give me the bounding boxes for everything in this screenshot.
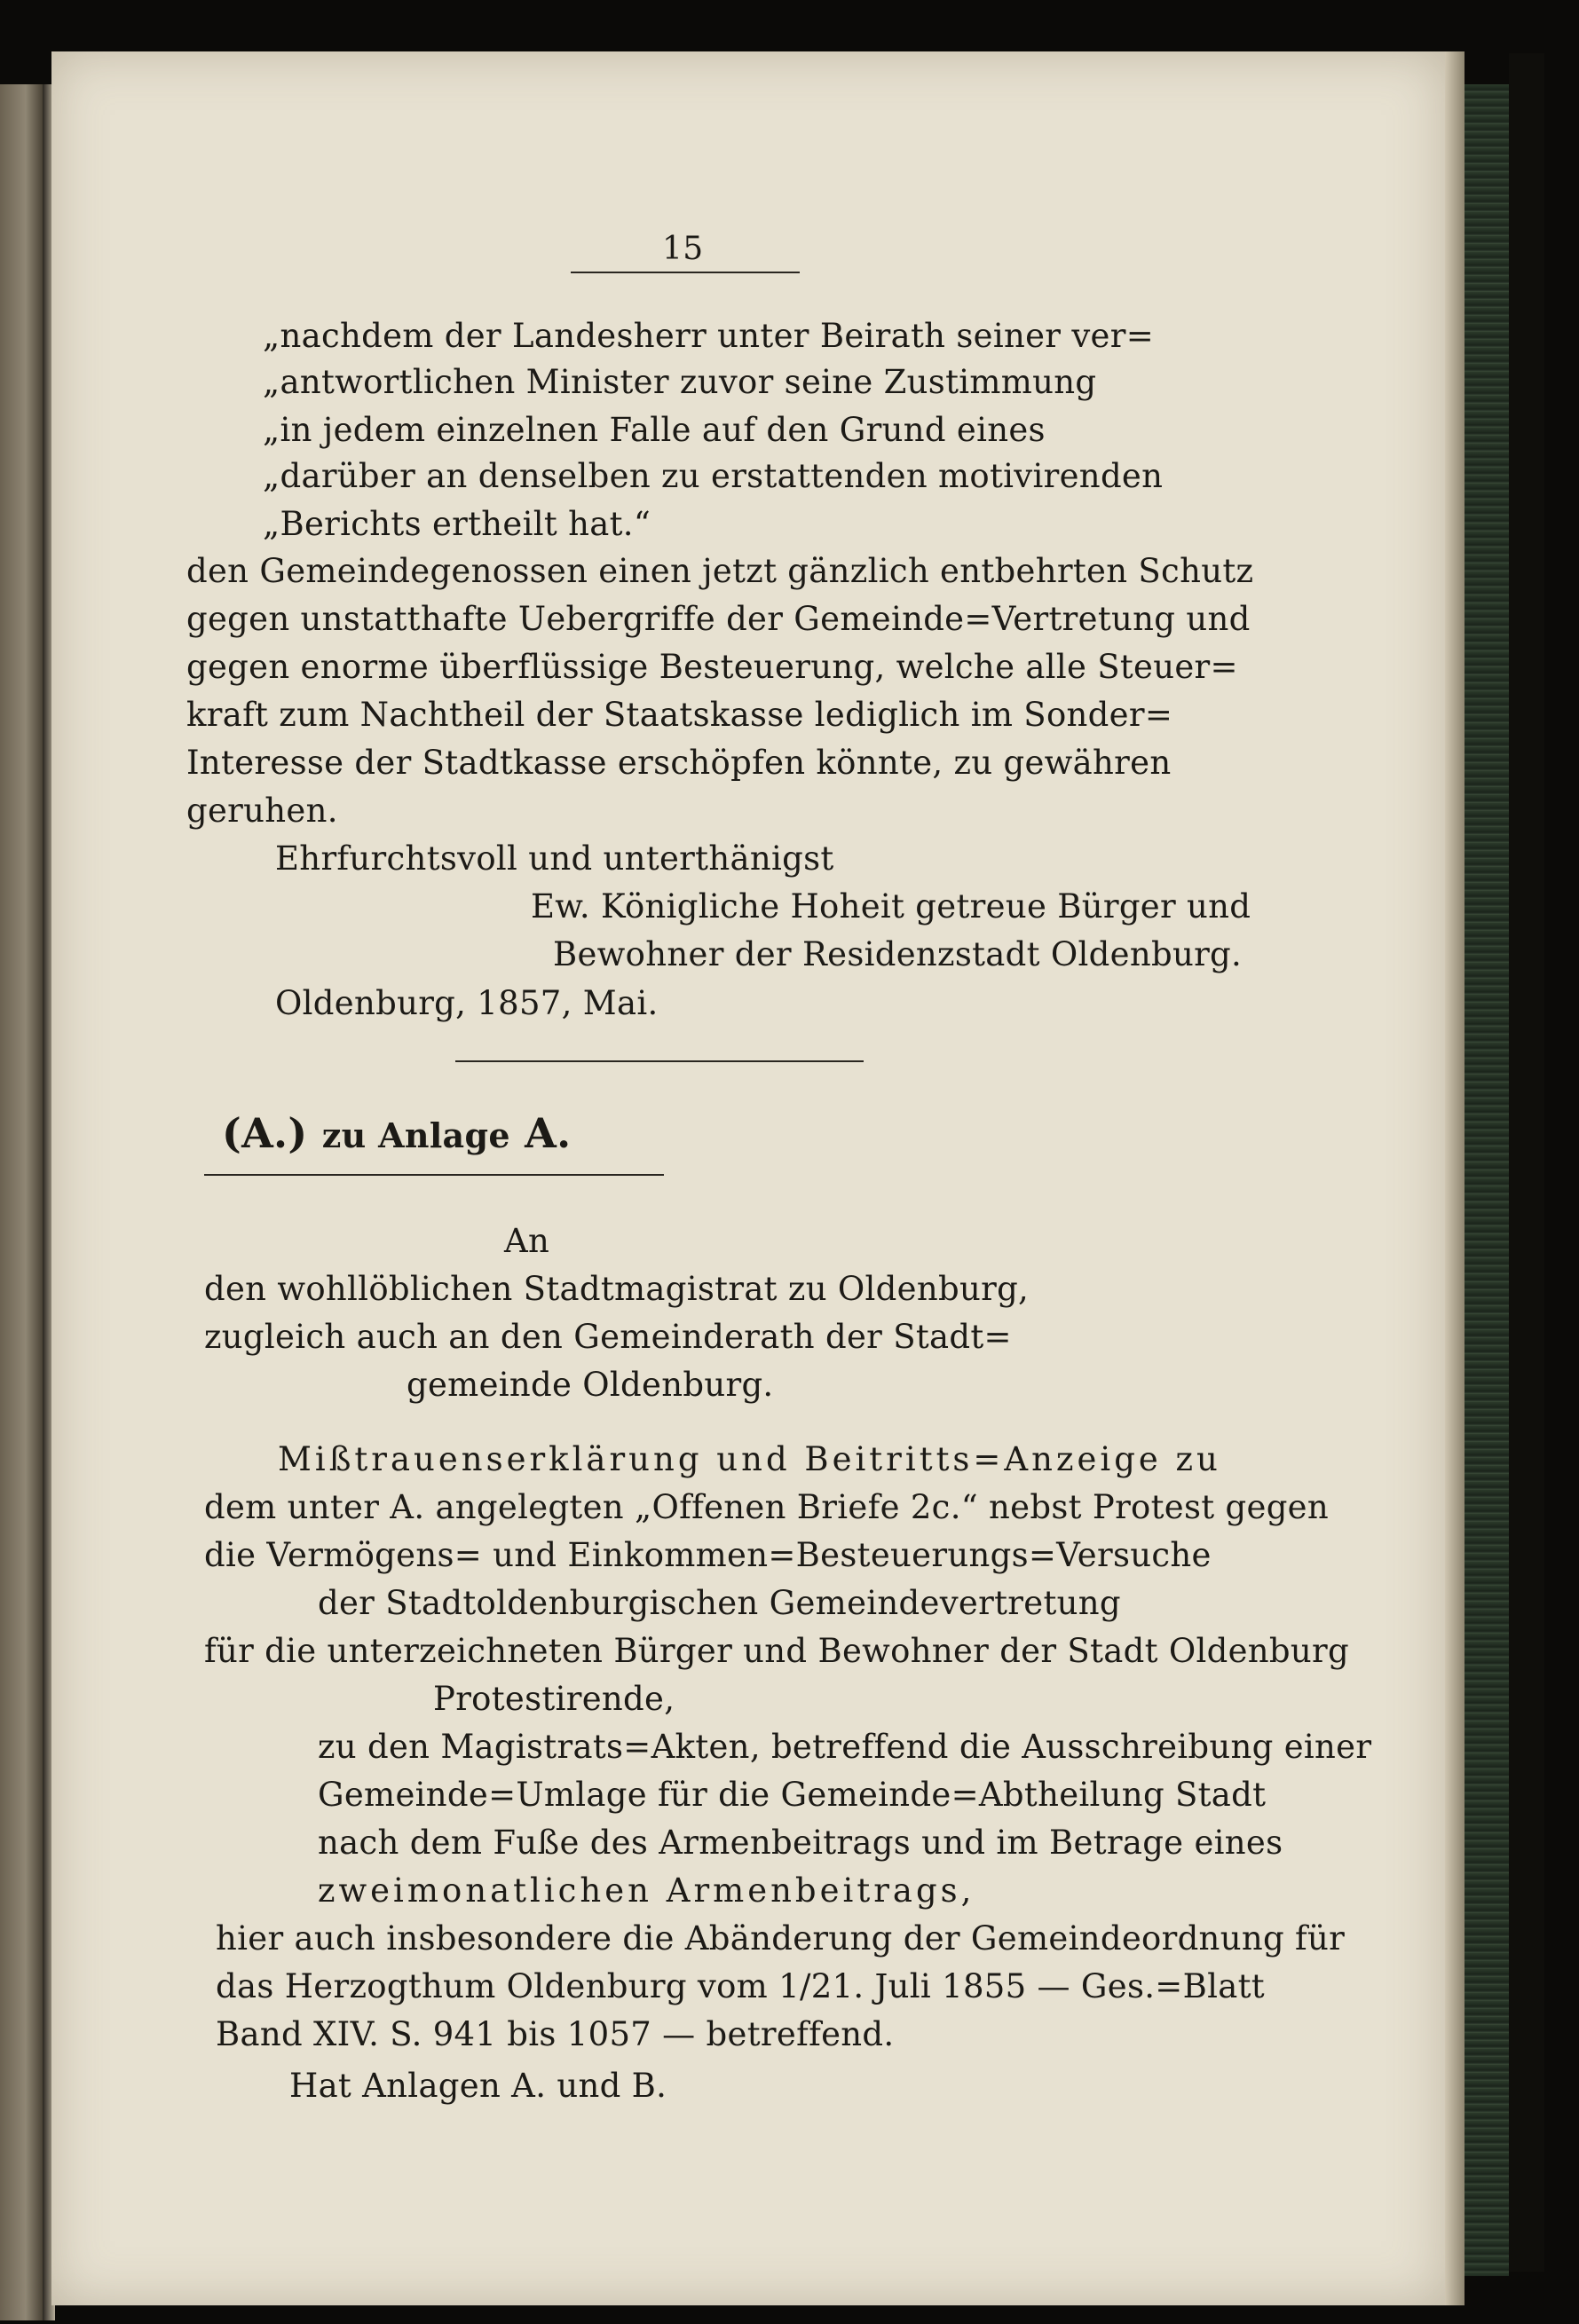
quote-line: „darüber an denselben zu erstattenden motivirenden xyxy=(263,457,1164,495)
quote-line: „nachdem der Landesherr unter Beirath seiner ver= xyxy=(263,317,1155,355)
date-line: Oldenburg, 1857, Mai. xyxy=(275,984,659,1022)
address-line: den wohllöblichen Stadtmagistrat zu Oldenburg, xyxy=(204,1270,1030,1308)
section-heading-suffix: A. xyxy=(525,1109,572,1157)
title-line: das Herzogthum Oldenburg vom 1/21. Juli 1855 — Ges.=Blatt xyxy=(216,1967,1265,2005)
page-fore-edge xyxy=(1445,51,1465,2305)
section-divider xyxy=(455,1060,864,1062)
book-page xyxy=(51,51,1445,2305)
title-line: Mißtrauenserklärung und Beitritts=Anzeige zu xyxy=(278,1440,1221,1478)
signature-line: Ew. Königliche Hoheit getreue Bürger und xyxy=(531,887,1251,926)
body-line: geruhen. xyxy=(186,792,338,830)
section-heading-prefix: (A.) xyxy=(222,1109,308,1157)
signature-line: Bewohner der Residenzstadt Oldenburg. xyxy=(553,935,1243,973)
title-line: hier auch insbesondere die Abänderung der Gemeindeordnung für xyxy=(216,1919,1346,1958)
title-line: zweimonatlichen Armenbeitrags, xyxy=(318,1871,975,1910)
quote-line: „antwortlichen Minister zuvor seine Zustimmung xyxy=(263,363,1097,401)
facing-page-edge xyxy=(0,84,43,2320)
page-number: 15 xyxy=(662,231,704,267)
body-line: gegen unstatthafte Uebergriffe der Gemeinde=Vertretung und xyxy=(186,600,1251,638)
title-line: zu den Magistrats=Akten, betreffend die Ausschreibung einer xyxy=(318,1728,1372,1766)
title-line: Protestirende, xyxy=(433,1680,675,1718)
section-heading xyxy=(222,1109,572,1157)
closing-line: Ehrfurchtsvoll und unterthänigst xyxy=(275,839,834,878)
title-line: Band XIV. S. 941 bis 1057 — betreffend. xyxy=(216,2015,895,2053)
title-line: nach dem Fuße des Armenbeitrags und im Betrage eines xyxy=(318,1824,1283,1862)
page-text xyxy=(51,51,1445,2305)
title-line: der Stadtoldenburgischen Gemeindevertretung xyxy=(318,1584,1121,1622)
body-line: gegen enorme überflüssige Besteuerung, welche alle Steuer= xyxy=(186,648,1238,686)
title-line: Gemeinde=Umlage für die Gemeinde=Abtheilung Stadt xyxy=(318,1776,1267,1814)
address-line: zugleich auch an den Gemeinderath der Stadt= xyxy=(204,1318,1012,1356)
body-line: kraft zum Nachtheil der Staatskasse lediglich im Sonder= xyxy=(186,696,1173,734)
title-line: die Vermögens= und Einkommen=Besteuerungs=Versuche xyxy=(204,1536,1212,1574)
header-rule xyxy=(571,272,800,273)
address-line: An xyxy=(504,1222,550,1260)
heading-underline xyxy=(204,1174,664,1176)
background-dark xyxy=(1509,53,1544,2272)
body-line: den Gemeindegenossen einen jetzt gänzlich entbehrten Schutz xyxy=(186,552,1254,590)
book-cover-edge xyxy=(1465,84,1509,2276)
quote-line: „Berichts ertheilt hat.“ xyxy=(263,505,651,543)
address-line: gemeinde Oldenburg. xyxy=(407,1366,774,1404)
title-line: Hat Anlagen A. und B. xyxy=(289,2067,667,2105)
quote-line: „in jedem einzelnen Falle auf den Grund eines xyxy=(263,411,1046,449)
title-line: für die unterzeichneten Bürger und Bewohner der Stadt Oldenburg xyxy=(204,1632,1349,1670)
body-line: Interesse der Stadtkasse erschöpfen könnte, zu gewähren xyxy=(186,744,1172,782)
section-heading-text: zu Anlage xyxy=(321,1115,510,1155)
title-line: dem unter A. angelegten „Offenen Briefe 2c.“ nebst Protest gegen xyxy=(204,1488,1330,1526)
